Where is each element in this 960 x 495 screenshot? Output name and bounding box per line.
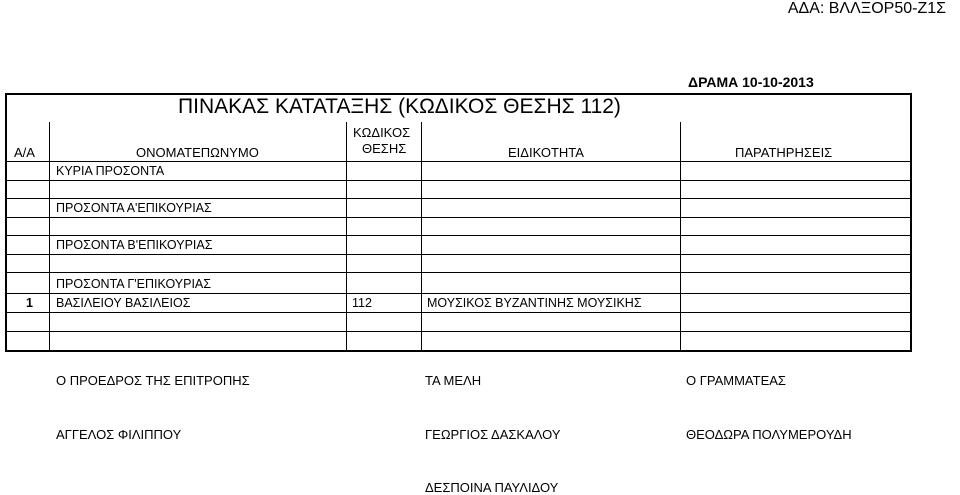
- secretary-name: ΘΕΟΔΩΡΑ ΠΟΛΥΜΕΡΟΥΔΗ: [686, 427, 852, 442]
- document-date: ΔΡΑΜΑ 10-10-2013: [688, 74, 814, 90]
- grid-line: [421, 122, 422, 352]
- column-header-specialty: ΕΙΔΙΚΟΤΗΤΑ: [508, 145, 584, 160]
- grid-line: [680, 122, 681, 352]
- grid-line: [5, 254, 912, 255]
- president-title: Ο ΠΡΟΕΔΡΟΣ ΤΗΣ ΕΠΙΤΡΟΠΗΣ: [56, 373, 250, 388]
- secretary-title: Ο ΓΡΑΜΜΑΤΕΑΣ: [686, 373, 786, 388]
- grid-line: [5, 180, 912, 181]
- table-row-name: ΒΑΣΙΛΕΙΟΥ ΒΑΣΙΛΕΙΟΣ: [56, 296, 191, 310]
- grid-line: [5, 312, 912, 313]
- ranking-table: [5, 93, 912, 352]
- grid-line: [5, 272, 912, 273]
- grid-line: [5, 217, 912, 218]
- president-name: ΑΓΓΕΛΟΣ ΦΙΛΙΠΠΟΥ: [56, 427, 182, 442]
- grid-line: [5, 198, 912, 199]
- section-main-qualifications: ΚΥΡΙΑ ΠΡΟΣΟΝΤΑ: [56, 164, 165, 178]
- grid-line: [49, 122, 50, 352]
- grid-line: [5, 293, 912, 294]
- members-title: ΤΑ ΜΕΛΗ: [425, 373, 482, 388]
- table-row-aa: 1: [26, 296, 33, 310]
- member-name-2: ΔΕΣΠΟΙΝΑ ΠΑΥΛΙΔΟΥ: [425, 480, 559, 495]
- column-header-remarks: ΠΑΡΑΤΗΡΗΣΕΙΣ: [735, 145, 833, 160]
- member-name-1: ΓΕΩΡΓΙΟΣ ΔΑΣΚΑΛΟΥ: [425, 427, 561, 442]
- grid-line: [5, 161, 912, 162]
- table-row-code: 112: [352, 296, 372, 310]
- section-a-supplementary: ΠΡΟΣΟΝΤΑ Α'ΕΠΙΚΟΥΡΙΑΣ: [56, 201, 212, 215]
- page-title: ΠΙΝΑΚΑΣ ΚΑΤΑΤΑΞΗΣ (ΚΩΔΙΚΟΣ ΘΕΣΗΣ 112): [178, 95, 621, 118]
- section-c-supplementary: ΠΡΟΣΟΝΤΑ Γ'ΕΠΙΚΟΥΡΙΑΣ: [56, 277, 211, 291]
- column-header-code: ΚΩΔΙΚΟΣ: [353, 125, 411, 140]
- ada-code: ΑΔΑ: ΒΛΛΞΟΡ50-Ζ1Σ: [787, 0, 946, 17]
- table-row-specialty: ΜΟΥΣΙΚΟΣ ΒΥΖΑΝΤΙΝΗΣ ΜΟΥΣΙΚΗΣ: [427, 296, 642, 310]
- grid-line: [5, 331, 912, 332]
- grid-line: [5, 235, 912, 236]
- column-header-name: ΟΝΟΜΑΤΕΠΩΝΥΜΟ: [136, 145, 259, 160]
- section-b-supplementary: ΠΡΟΣΟΝΤΑ Β'ΕΠΙΚΟΥΡΙΑΣ: [56, 238, 213, 252]
- column-header-code-line2: ΘΕΣΗΣ: [362, 141, 407, 156]
- grid-line: [346, 122, 347, 352]
- column-header-aa: Α/Α: [14, 145, 35, 160]
